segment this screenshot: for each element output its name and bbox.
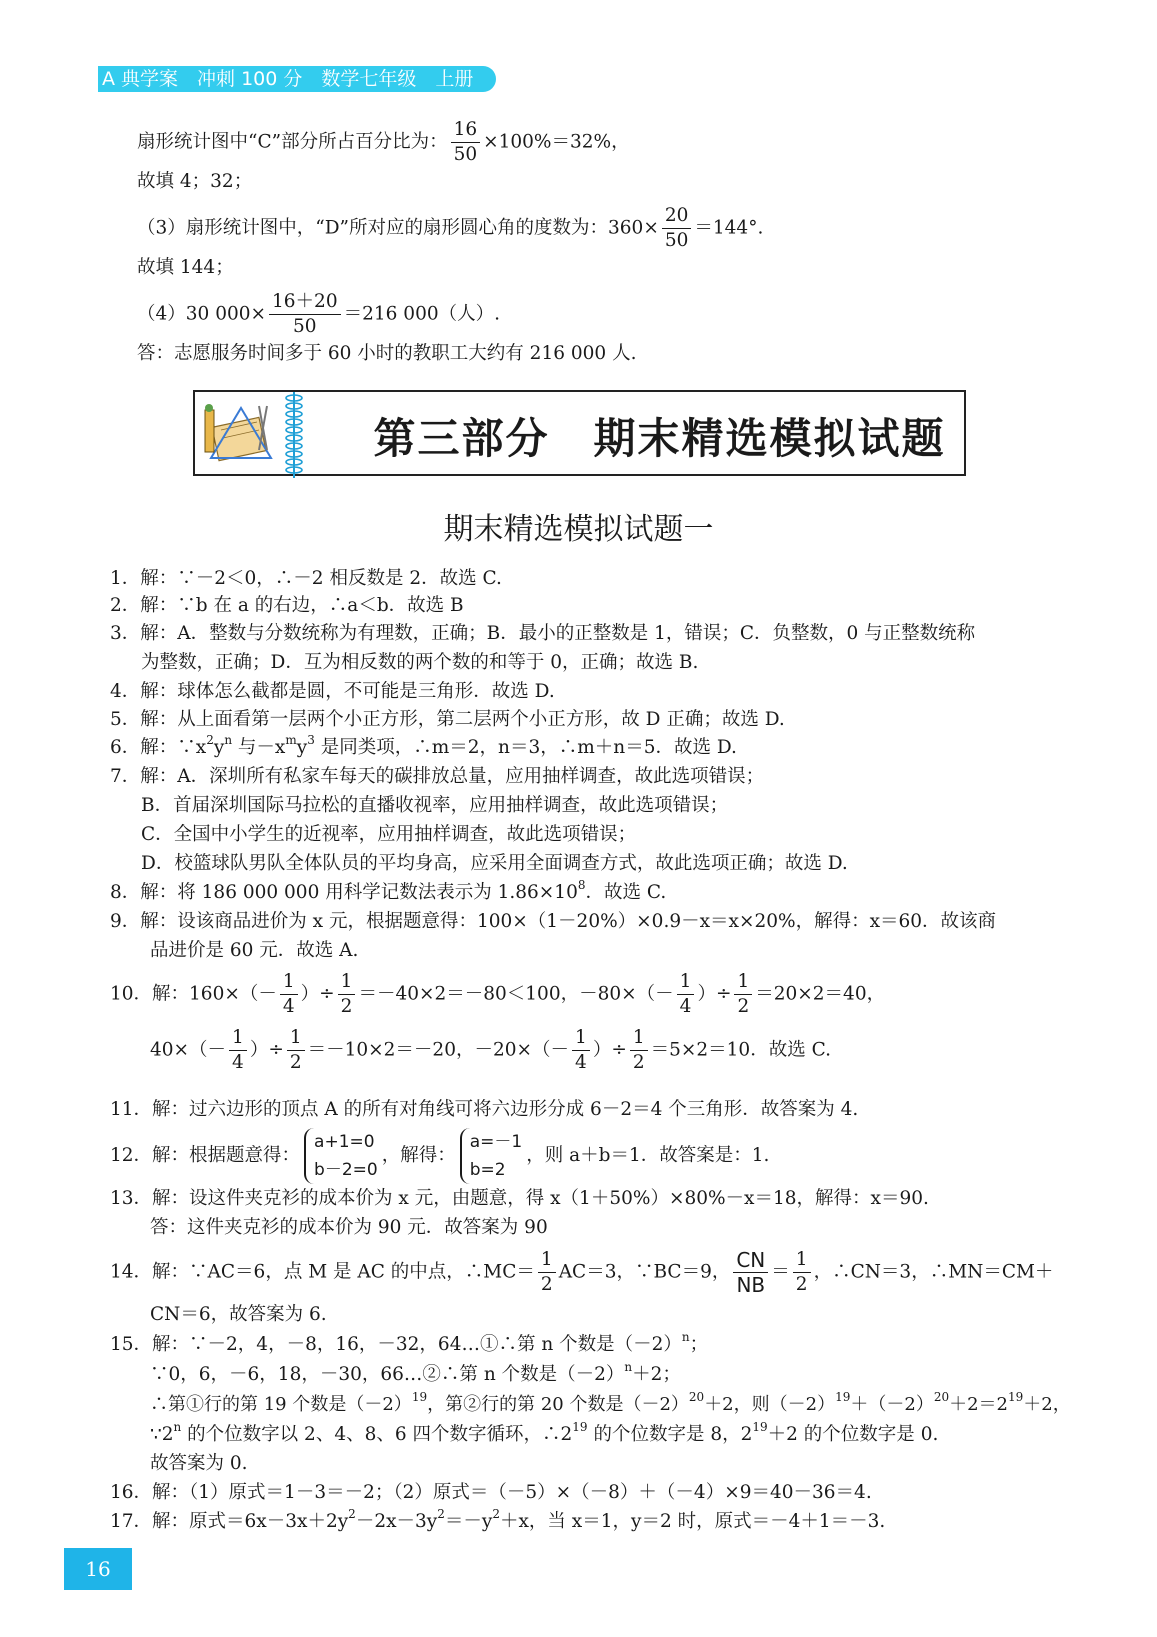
fraction: $\frac{1}{4}$ bbox=[229, 1026, 247, 1075]
answer-7-line-4: D．校篮球队男队全体队员的平均身高，应采用全面调查方式，故此选项正确；故选 D. bbox=[141, 853, 848, 874]
intro-line-3: （3）扇形统计图中，“D”所对应的扇形圆心角的度数为：360× $\frac{20}{50}$ ＝144°. bbox=[137, 205, 764, 251]
page-number: 16 bbox=[64, 1548, 132, 1590]
section-title: 期末精选模拟试题一 bbox=[443, 512, 714, 547]
answer-7-line-3: C．全国中小学生的近视率，应用抽样调查，故此选项错误； bbox=[141, 824, 637, 845]
answer-6: 6．解：$\because x^2y^n$ 与$-x^my^3$ 是同类项，∴m＝2，n＝3，∴m＋n＝5．故选 D. bbox=[110, 733, 737, 758]
answer-7-line-1: 7．解：A．深圳所有私家车每天的碳排放总量，应用抽样调查，故此选项错误； bbox=[110, 766, 765, 787]
fraction: $\frac{1}{4}$ bbox=[280, 970, 298, 1019]
book-header: A 典学案 冲刺 100 分 数学七年级 上册 bbox=[98, 66, 496, 92]
answer-8: 8．解：将 186 000 000 用科学记数法表示为 $1.86\times 10^8$．故选 C. bbox=[110, 878, 667, 903]
answer-9-line-1: 9．解：设该商品进价为 x 元，根据题意得：100×（1－20%）×0.9－x＝x×20%，解得：x＝60．故该商 bbox=[110, 911, 997, 932]
fraction: $\frac{1}{4}$ bbox=[677, 970, 695, 1019]
fraction: $\frac{1}{2}$ bbox=[538, 1248, 556, 1297]
fraction: $\frac{1}{2}$ bbox=[793, 1248, 811, 1297]
answer-3-line-2: 为整数，正确；D．互为相反数的两个数的和等于 0，正确；故选 B. bbox=[141, 652, 699, 673]
answer-15-line-5: 故答案为 0. bbox=[150, 1453, 248, 1474]
fraction: $\frac{1}{2}$ bbox=[630, 1026, 648, 1075]
answer-11: 11．解：过六边形的顶点 A 的所有对角线可将六边形分成 6－2＝4 个三角形．故答案为 4. bbox=[110, 1099, 859, 1120]
answer-16: 16．解：（1）原式＝1－3＝－2；（2）原式＝（－5）×（－8）＋（－4）×9＝40－36＝4. bbox=[110, 1482, 872, 1503]
answer-13-line-1: 13．解：设这件夹克衫的成本价为 x 元，由题意，得 x（1＋50%）×80%－x＝18，解得：x＝90. bbox=[110, 1188, 929, 1209]
answer-4: 4．解：球体怎么截都是圆，不可能是三角形．故选 D. bbox=[110, 681, 555, 702]
spiral-binding bbox=[283, 392, 305, 478]
fraction: $\frac{20}{50}$ bbox=[662, 204, 692, 253]
answer-17: 17．解：原式$=6x-3x+2y^2-2x-3y^2=-y^2+x$，当 x＝1，y＝2 时，原式＝－4＋1＝－3. bbox=[110, 1507, 886, 1532]
answer-15-line-1: 15．解：∵－2，4，－8，16，－32，64…①∴第 n 个数是$(-2)^n$； bbox=[110, 1330, 709, 1355]
answer-14-line-2: CN＝6，故答案为 6. bbox=[150, 1304, 327, 1325]
banner-title: 第三部分 期末精选模拟试题 bbox=[373, 414, 946, 463]
answer-7-line-2: B．首届深圳国际马拉松的直播收视率，应用抽样调查，故此选项错误； bbox=[141, 795, 729, 816]
equation-system: a+1=0 b－2=0 bbox=[304, 1128, 378, 1184]
fraction: $\frac{16+20}{50}$ bbox=[269, 290, 341, 339]
answer-1: 1．解：∵－2＜0，∴－2 相反数是 2．故选 C. bbox=[110, 568, 502, 589]
answer-10-line-1: 10．解：160×（－ $\frac{1}{4}$ ）÷ $\frac{1}{2}$ ＝－40×2＝－80＜100，－80×（－ $\frac{1}{4}$ ）÷ $\frac{1}{2}$ ＝20×2＝40， bbox=[110, 971, 886, 1017]
answer-12: 12．解：根据题意得： a+1=0 b－2=0 ，解得： a=－1 b=2 ，则 a＋b＝1．故答案是：1. bbox=[110, 1128, 769, 1184]
fraction: $\frac{1}{2}$ bbox=[338, 970, 356, 1019]
answer-14-line-1: 14．解：∵AC＝6，点 M 是 AC 的中点，∴MC＝ $\frac{1}{2}$ AC＝3，∵BC＝9， $\frac{CN}{NB}$ ＝ $\frac{1}{2}$ ，∴CN＝3，∴MN＝CM＋ bbox=[110, 1248, 1054, 1297]
fraction: $\frac{1}{2}$ bbox=[734, 970, 752, 1019]
fraction: $\frac{16}{50}$ bbox=[451, 118, 481, 167]
study-tools-illustration bbox=[201, 400, 279, 470]
answer-15-line-2: ∵0，6，－6，18，－30，66…②∴第 n 个数是$(-2)^n+2$； bbox=[150, 1360, 681, 1385]
intro-line-6: 答：志愿服务时间多于 60 小时的教职工大约有 216 000 人. bbox=[137, 343, 637, 364]
answer-3-line-1: 3．解：A．整数与分数统称为有理数，正确；B．最小的正整数是 1，错误；C．负整数，0 与正整数统称 bbox=[110, 623, 976, 644]
answer-15-line-3: ∴第①行的第 19 个数是$(-2)^{19}$，第②行的第 20 个数是$(-2)^{20}+2$，则$(-2)^{19}+(-2)^{20}+2=2^{19}+2$， bbox=[150, 1390, 1071, 1415]
answer-5: 5．解：从上面看第一层两个小正方形，第二层两个小正方形，故 D 正确；故选 D. bbox=[110, 709, 785, 730]
section-banner bbox=[193, 390, 966, 476]
answer-9-line-2: 品进价是 60 元．故选 A. bbox=[150, 940, 359, 961]
equation-system: a=－1 b=2 bbox=[460, 1128, 522, 1184]
answer-15-line-4: ∵2$^n$ 的个位数字以 2、4、8、6 四个数字循环，$\therefore 2^{19}$ 的个位数字是 8，$2^{19}+2$ 的个位数字是 0. bbox=[150, 1420, 939, 1445]
intro-line-1: 扇形统计图中“C”部分所占百分比为： $\frac{16}{50}$ ×100%＝32%， bbox=[137, 119, 630, 165]
intro-line-2: 故填 4；32； bbox=[137, 171, 253, 192]
intro-line-4: 故填 144； bbox=[137, 257, 234, 278]
answer-10-line-2: 40×（－ $\frac{1}{4}$ ）÷ $\frac{1}{2}$ ＝－10×2＝－20，－20×（－ $\frac{1}{4}$ ）÷ $\frac{1}{2}$ ＝5×2＝10．故选 C. bbox=[150, 1027, 831, 1073]
intro-line-5: （4）30 000× $\frac{16+20}{50}$ ＝216 000（人）. bbox=[137, 291, 500, 337]
answer-2: 2．解：∵b 在 a 的右边，∴a＜b．故选 B bbox=[110, 595, 464, 616]
fraction: $\frac{1}{4}$ bbox=[572, 1026, 590, 1075]
fraction: $\frac{CN}{NB}$ bbox=[733, 1248, 768, 1297]
fraction: $\frac{1}{2}$ bbox=[287, 1026, 305, 1075]
answer-13-line-2: 答：这件夹克衫的成本价为 90 元．故答案为 90 bbox=[150, 1217, 548, 1238]
